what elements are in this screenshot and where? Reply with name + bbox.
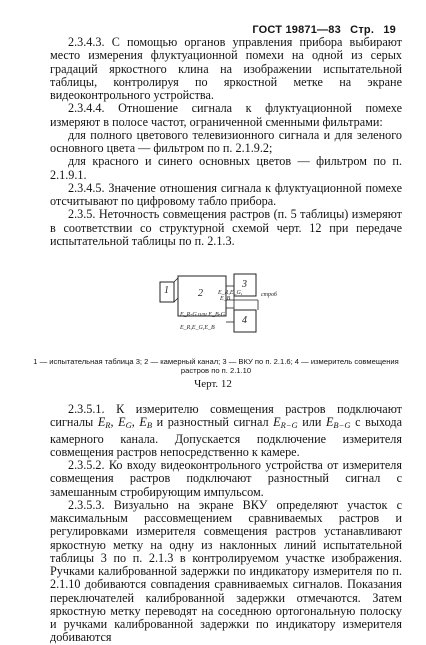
signal-mid-label: E_R-G или E_B-G [180, 312, 225, 318]
block-4-label: 4 [242, 315, 247, 326]
standard-number: ГОСТ 19871—83 [252, 24, 341, 36]
paragraph-2-3-5-3: 2.3.5.3. Визуально на экране ВКУ определяют участок с максимальным рассовмещением сравниваемых растров и регулировками измерителя совмещения растров устанавливают яркостную метку на одну из наклонных линий испытательной таблицы 3 по п. 2.1.3 в контролируемом участке изображения. Ручками калиброванной задержки по индикатору измерителя по п. 2.1.10 добиваются совпадения сравниваемых сигналов. Показания переключателей калиброванной задержки отмечаются. Затем яркостную метку переводят на соседнюю ортогональную полоску и ручками калиброванной задержки по индикатору измерителя добиваются [50, 497, 402, 645]
page-number: 19 [383, 24, 396, 36]
paragraph-2-3-5-1: 2.3.5.1. К измерителю совмещения растров подключают сигналы $E_R$, $E_G$, $E_B$ и разностный сигнал $E_{R-G}$ или $E_{B-G}$ с выхода камерного канала. Допускается подключение измерителя совмещения растров непосредственно к камере. [50, 402, 403, 459]
diagram-svg [158, 270, 298, 336]
paragraph-filter-red-blue: для красного и синего основных цветов — фильтром по п. 2.1.9.1. [50, 154, 402, 182]
paragraph-2-3-4-5: 2.3.4.5. Значение отношения сигнала к флуктуационной помехе отсчитывают по цифровому табло прибора. [50, 180, 402, 208]
sync-label: строб [261, 292, 277, 298]
figure-title: Черт. 12 [194, 378, 232, 390]
page-label: Стр. [350, 24, 375, 36]
paragraph-2-3-5: 2.3.5. Неточность совмещения растров (п. 5 таблицы) измеряют в соответствии со структурной схемой черт. 12 при передаче испытательной таблицы по п. 2.1.3. [50, 207, 402, 248]
signal-top2-label: E_B [220, 296, 231, 302]
paragraph-filter-green: для полного цветового телевизионного сигнала и для зеленого основного цвета — фильтром по п. 2.1.9.2; [50, 127, 402, 155]
structural-diagram [158, 270, 298, 336]
paragraph-2-3-4-3: 2.3.4.3. С помощью органов управления прибора выбирают место измерения флуктуационной помехи на одной из серых градаций яркостного клина на изображении испытательной таблицы, контролируя по яркостной метке на экране видеоконтрольного устройства. [50, 35, 402, 102]
paragraph-2-3-4-4: 2.3.4.4. Отношение сигнала к флуктуационной помехе измеряют в полосе частот, ограниченной сменными фильтрами: [50, 101, 402, 129]
figure-caption: 1 — испытательная таблица 3; 2 — камерный канал; 3 — ВКУ по п. 2.1.6; 4 — измеритель совмещения растров по п. 2.1.10 [33, 357, 399, 375]
paragraph-2-3-5-2: 2.3.5.2. Ко входу видеоконтрольного устройства от измерителя совмещения растров подключают разностный сигнал с замешанным стробирующим импульсом. [50, 458, 402, 499]
block-1-lens [174, 278, 178, 302]
block-1-label: 1 [164, 285, 169, 296]
text-block-top [50, 36, 402, 248]
text-block-bottom [50, 403, 402, 645]
block-2-label: 2 [198, 288, 203, 299]
signal-bot-label: E_R,E_G,E_B [180, 325, 215, 331]
block-3-label: 3 [242, 279, 247, 290]
signal-top-label: E_R,E_G, [218, 290, 243, 296]
